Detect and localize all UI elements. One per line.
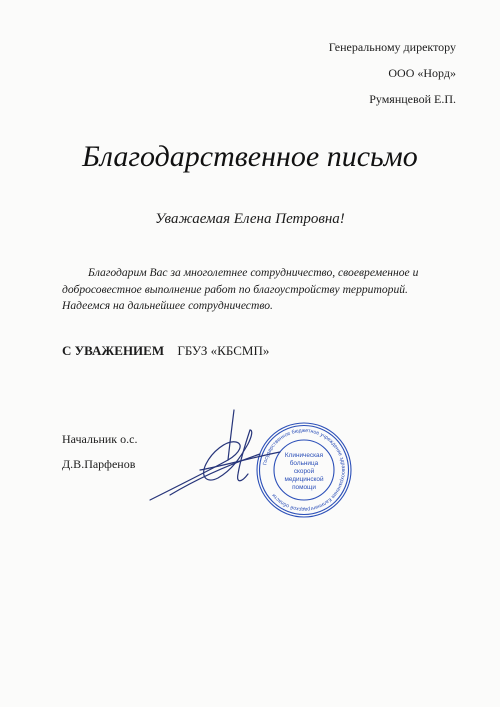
addressee-company: ООО «Норд»: [388, 66, 456, 80]
regards-line: [62, 343, 269, 359]
signatory-name: Д.В.Парфенов: [62, 457, 136, 471]
signatory-block: [62, 432, 137, 482]
addressee-block: [329, 40, 456, 118]
stamp-inner-line-5: помощи: [292, 484, 316, 491]
handwritten-signature: [140, 400, 290, 520]
letter-title: Благодарственное письмо: [82, 140, 418, 173]
regards-organization: ГБУЗ «КБСМП»: [177, 343, 270, 358]
stamp-inner-line-3: скорой: [293, 468, 315, 475]
letter-body: [62, 265, 448, 315]
body-line-2: добросовестное выполнение работ по благоустройству территорий.: [62, 282, 408, 296]
stamp-ring-text: Государственное бюджетное учреждение здравоохранения Калининградской области: [262, 427, 347, 513]
stamp-inner-line-2: больница: [289, 460, 319, 467]
stamp-inner-line-1: Клиническая: [284, 452, 324, 459]
body-line-1: Благодарим Вас за многолетнее сотрудничество, своевременное и: [88, 266, 419, 279]
body-line-3: Надеемся на дальнейшее сотрудничество.: [62, 299, 273, 312]
addressee-position: Генеральному директору: [328, 40, 456, 54]
regards-salutation: С УВАЖЕНИЕМ: [62, 343, 165, 358]
addressee-name: Румянцевой Е.П.: [369, 92, 456, 106]
greeting: Уважаемая Елена Петровна!: [155, 211, 345, 227]
signatory-position: Начальник о.с.: [62, 432, 138, 446]
stamp-inner-line-4: медицинской: [284, 476, 324, 483]
